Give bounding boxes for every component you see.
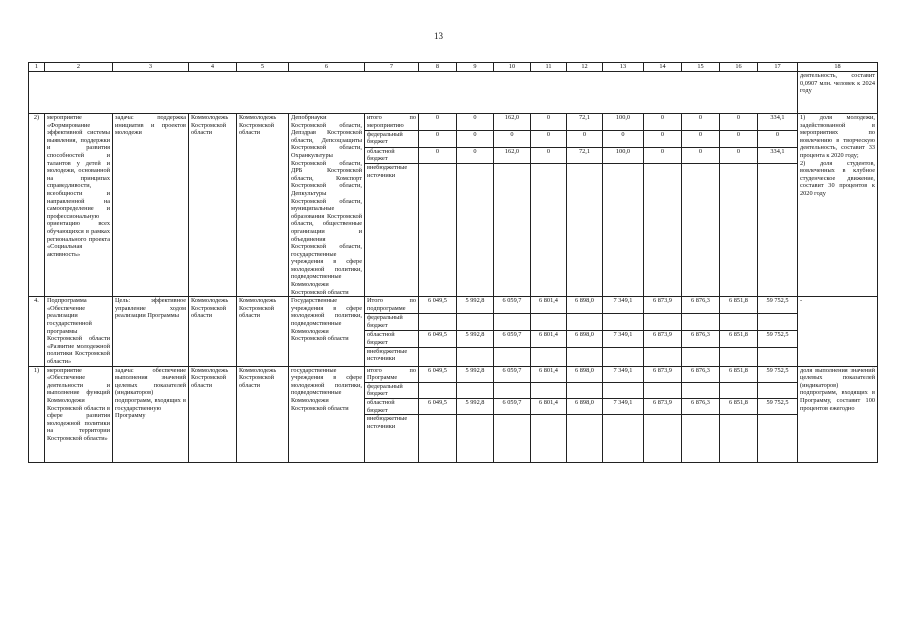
funding-value: 59 752,5 — [758, 398, 798, 414]
funding-value: 72,1 — [567, 147, 603, 164]
funding-source: федеральный бюджет — [365, 130, 419, 147]
funding-source: Итого по подпрограмме — [365, 297, 419, 314]
subprogram-4-row — [29, 297, 878, 314]
funding-value — [567, 415, 603, 463]
funding-value — [720, 347, 758, 366]
col-header: 7 — [365, 63, 419, 72]
funding-value: 6 049,5 — [419, 366, 457, 382]
funding-value: 0 — [457, 130, 494, 147]
funding-value: 0 — [682, 147, 720, 164]
funding-source: федеральный бюджет — [365, 382, 419, 398]
col-header: 8 — [419, 63, 457, 72]
funding-value — [567, 314, 603, 331]
event-1-row — [29, 366, 878, 382]
funding-value: 0 — [531, 147, 567, 164]
funding-value: 0 — [720, 130, 758, 147]
funding-value — [531, 415, 567, 463]
funding-value: 6 873,9 — [644, 330, 682, 347]
participants: государственные учреждения в сфере молодежной политики, подведомственные Коммолодежи Костромской области — [289, 366, 365, 463]
funding-value: 0 — [419, 130, 457, 147]
funding-value: 162,0 — [494, 114, 531, 131]
funding-value: 5 992,8 — [457, 330, 494, 347]
funding-value — [720, 314, 758, 331]
responsible: Коммолодежь Костромской области — [237, 366, 289, 463]
funding-value — [644, 314, 682, 331]
table-body — [29, 63, 878, 463]
funding-value: 6 851,8 — [720, 366, 758, 382]
col-header: 9 — [457, 63, 494, 72]
funding-value — [758, 415, 798, 463]
funding-value — [682, 382, 720, 398]
col-header: 1 — [29, 63, 45, 72]
col-header: 10 — [494, 63, 531, 72]
funding-value — [720, 382, 758, 398]
funding-value — [457, 164, 494, 297]
funding-source: итого по Программе — [365, 366, 419, 382]
funding-value: 162,0 — [494, 147, 531, 164]
funding-value — [644, 164, 682, 297]
coordinator: Коммолодежь Костромской области — [189, 114, 237, 297]
target-indicators: - — [798, 297, 878, 366]
funding-value — [603, 314, 644, 331]
row-number: 2) — [29, 114, 45, 297]
event-task: задача: обеспечение выполнения значений целевых показателей (индикаторов) подпрограмм, входящих в государственную Программу — [113, 366, 189, 463]
col-header: 5 — [237, 63, 289, 72]
funding-source: областной бюджет — [365, 147, 419, 164]
col-header: 2 — [45, 63, 113, 72]
col-header: 14 — [644, 63, 682, 72]
col-header: 17 — [758, 63, 798, 72]
funding-value — [531, 347, 567, 366]
col-header: 15 — [682, 63, 720, 72]
col-header: 11 — [531, 63, 567, 72]
col-header: 18 — [798, 63, 878, 72]
funding-value: 72,1 — [567, 114, 603, 131]
event-task: задача: поддержка инициатив и проектов молодежи — [113, 114, 189, 297]
funding-value: 6 898,0 — [567, 398, 603, 414]
funding-value: 6 059,7 — [494, 297, 531, 314]
event-name: мероприятие «Формирование эффективной системы выявления, поддержки и развития способностей и талантов у детей и молодежи, основанной на принципах справедливости, всеобщности и направленной на самоопределение и профессиональную ориентацию всех обучающихся в рамках регионального проекта «Социальная активность» — [45, 114, 113, 297]
funding-value — [457, 382, 494, 398]
funding-value: 6 876,3 — [682, 366, 720, 382]
funding-value: 5 992,8 — [457, 297, 494, 314]
funding-value: 6 873,9 — [644, 366, 682, 382]
funding-value: 0 — [644, 130, 682, 147]
responsible: Коммолодежь Костромской области — [237, 297, 289, 366]
continuation-blank — [29, 72, 798, 114]
funding-value: 0 — [494, 130, 531, 147]
funding-value — [494, 382, 531, 398]
funding-value — [531, 382, 567, 398]
col-header: 4 — [189, 63, 237, 72]
funding-value — [457, 314, 494, 331]
funding-value: 6 801,4 — [531, 330, 567, 347]
funding-source: областной бюджет — [365, 398, 419, 414]
coordinator: Коммолодежь Костромской области — [189, 297, 237, 366]
funding-value: 6 801,4 — [531, 398, 567, 414]
funding-value: 0 — [567, 130, 603, 147]
funding-value: 0 — [457, 114, 494, 131]
funding-value — [603, 415, 644, 463]
funding-value: 7 349,1 — [603, 398, 644, 414]
funding-value: 0 — [720, 147, 758, 164]
funding-value — [758, 164, 798, 297]
continuation-row — [29, 72, 878, 114]
row-number: 1) — [29, 366, 45, 463]
funding-value: 5 992,8 — [457, 398, 494, 414]
funding-value: 5 992,8 — [457, 366, 494, 382]
funding-value: 0 — [682, 114, 720, 131]
funding-value — [494, 164, 531, 297]
funding-value — [682, 415, 720, 463]
funding-value: 334,1 — [758, 114, 798, 131]
funding-value: 334,1 — [758, 147, 798, 164]
funding-source: внебюджетные источники — [365, 415, 419, 463]
participants: Депобрнауки Костромской области, Депздрав Костромской области, Депсоцзащиты Костромской области, Охранкультуры Костромской области, ДРБ Костромской области, Комспорт Костромской области, Депкультуры Костромской области, муниципальные образования Костромской области, общественные организации и объединения Костромской области, государственные учреждения в сфере молодежной политики, подведомственные Коммолодежи Костромской области — [289, 114, 365, 297]
funding-value: 6 049,5 — [419, 398, 457, 414]
funding-value — [758, 314, 798, 331]
funding-value: 6 059,7 — [494, 330, 531, 347]
funding-value: 6 801,4 — [531, 366, 567, 382]
funding-source: итого по мероприятию — [365, 114, 419, 131]
funding-value: 100,0 — [603, 147, 644, 164]
col-header: 6 — [289, 63, 365, 72]
funding-value — [567, 164, 603, 297]
funding-value — [720, 164, 758, 297]
funding-value: 6 801,4 — [531, 297, 567, 314]
funding-value: 6 851,8 — [720, 297, 758, 314]
funding-value: 6 898,0 — [567, 330, 603, 347]
funding-value — [494, 347, 531, 366]
funding-value: 0 — [644, 147, 682, 164]
col-header: 16 — [720, 63, 758, 72]
funding-value — [567, 382, 603, 398]
funding-source: внебюджетные источники — [365, 164, 419, 297]
funding-value: 6 059,7 — [494, 398, 531, 414]
page-number: 13 — [434, 31, 443, 41]
funding-value: 7 349,1 — [603, 366, 644, 382]
funding-source: внебюджетные источники — [365, 347, 419, 366]
program-table — [28, 62, 878, 463]
funding-value: 6 876,3 — [682, 297, 720, 314]
funding-value — [644, 415, 682, 463]
funding-value: 0 — [419, 114, 457, 131]
participants: Государственные учреждения в сфере молодежной политики, подведомственные Коммолодежи Костромской области — [289, 297, 365, 366]
funding-value: 0 — [720, 114, 758, 131]
funding-value: 0 — [682, 130, 720, 147]
col-header: 3 — [113, 63, 189, 72]
funding-value: 6 898,0 — [567, 366, 603, 382]
funding-value: 6 059,7 — [494, 366, 531, 382]
funding-value: 0 — [758, 130, 798, 147]
row-number: 4. — [29, 297, 45, 366]
funding-value: 6 049,5 — [419, 330, 457, 347]
funding-value: 6 873,9 — [644, 297, 682, 314]
funding-value — [494, 314, 531, 331]
funding-value — [457, 347, 494, 366]
funding-value — [419, 415, 457, 463]
funding-value — [758, 382, 798, 398]
funding-value — [603, 164, 644, 297]
funding-value — [603, 382, 644, 398]
responsible: Коммолодежь Костромской области — [237, 114, 289, 297]
funding-value: 100,0 — [603, 114, 644, 131]
funding-value: 6 851,8 — [720, 398, 758, 414]
funding-value: 59 752,5 — [758, 366, 798, 382]
funding-value — [419, 382, 457, 398]
funding-value: 0 — [457, 147, 494, 164]
funding-value — [603, 347, 644, 366]
funding-value — [419, 347, 457, 366]
header-row — [29, 63, 878, 72]
funding-value: 0 — [603, 130, 644, 147]
target-indicators: 1) доля молодежи, задействованной в мероприятиях по вовлечению в творческую деятельность, составит 33 процента к 2020 году; 2) доля студентов, вовлеченных в клубное студенческое движение, составит 30 процентов к 2020 году — [798, 114, 878, 297]
funding-value: 6 851,8 — [720, 330, 758, 347]
funding-value — [644, 347, 682, 366]
funding-source: федеральный бюджет — [365, 314, 419, 331]
funding-value: 7 349,1 — [603, 297, 644, 314]
event-name: Подпрограмма «Обеспечение реализации государственной программы Костромской области «Развитие молодежной политики Костромской области» — [45, 297, 113, 366]
funding-value — [682, 347, 720, 366]
funding-value — [567, 347, 603, 366]
col-header: 12 — [567, 63, 603, 72]
funding-value — [720, 415, 758, 463]
funding-value — [682, 164, 720, 297]
col-header: 13 — [603, 63, 644, 72]
coordinator: Коммолодежь Костромской области — [189, 366, 237, 463]
funding-value: 7 349,1 — [603, 330, 644, 347]
funding-value — [457, 415, 494, 463]
funding-value: 6 049,5 — [419, 297, 457, 314]
funding-value: 6 876,3 — [682, 330, 720, 347]
event-task: Цель: эффективное управление ходом реализации Программы — [113, 297, 189, 366]
funding-value: 59 752,5 — [758, 330, 798, 347]
funding-value — [644, 382, 682, 398]
funding-value — [531, 164, 567, 297]
funding-source: областной бюджет — [365, 330, 419, 347]
funding-value: 6 873,9 — [644, 398, 682, 414]
funding-value — [682, 314, 720, 331]
continuation-text: деятельность, составит 0,0907 млн. человек к 2024 году — [798, 72, 878, 114]
funding-value: 0 — [419, 147, 457, 164]
funding-value: 6 898,0 — [567, 297, 603, 314]
funding-value: 59 752,5 — [758, 297, 798, 314]
funding-value — [494, 415, 531, 463]
event-name: мероприятие «Обеспечение деятельности и выполнение функций Коммолодежи Костромской области в сфере развития молодежной политики на территории Костромской области» — [45, 366, 113, 463]
funding-value: 6 876,3 — [682, 398, 720, 414]
target-indicators: доля выполнения значений целевых показателей (индикаторов) подпрограмм, входящих в Программу, составит 100 процентов ежегодно — [798, 366, 878, 463]
funding-value — [758, 347, 798, 366]
funding-value: 0 — [531, 130, 567, 147]
funding-value: 0 — [531, 114, 567, 131]
funding-value — [531, 314, 567, 331]
funding-value — [419, 314, 457, 331]
funding-value — [419, 164, 457, 297]
funding-value: 0 — [644, 114, 682, 131]
event-2-row — [29, 114, 878, 131]
